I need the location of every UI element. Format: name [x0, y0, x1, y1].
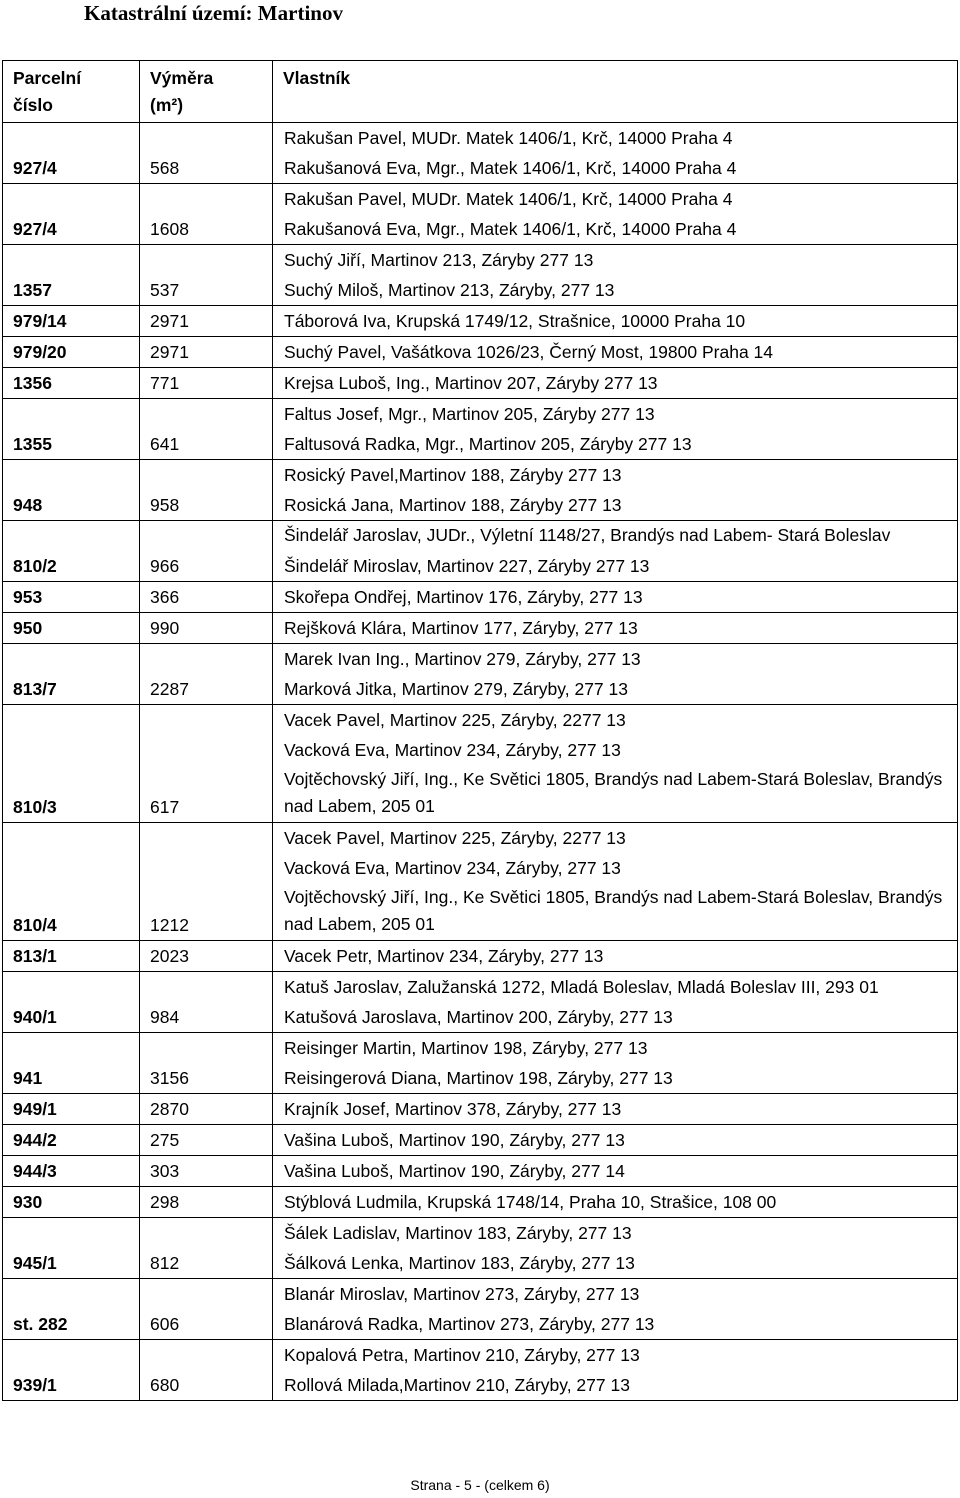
header-parcel-number: Parcelní číslo — [3, 61, 140, 123]
owner-entry: Kopalová Petra, Martinov 210, Záryby, 277 13 — [284, 1345, 640, 1365]
parcel-number-cell: 945/1 — [3, 1218, 140, 1279]
owner-entry: Skořepa Ondřej, Martinov 176, Záryby, 277 13 — [284, 587, 643, 607]
parcel-number-cell: 944/3 — [3, 1156, 140, 1187]
area-cell: 641 — [140, 399, 273, 460]
table-row — [3, 1094, 958, 1125]
parcel-number-cell: 810/3 — [3, 705, 140, 823]
header-area: Výměra (m²) — [140, 61, 273, 123]
table-row — [3, 184, 958, 245]
owners-cell — [273, 521, 958, 582]
owner-entry: Vašina Luboš, Martinov 190, Záryby, 277 14 — [284, 1161, 625, 1181]
owner-entry: Vacková Eva, Martinov 234, Záryby, 277 13 — [284, 858, 621, 878]
area-cell: 568 — [140, 123, 273, 184]
area-cell: 275 — [140, 1125, 273, 1156]
parcel-number-cell: 1357 — [3, 245, 140, 306]
owner-entry: Rejšková Klára, Martinov 177, Záryby, 277 13 — [284, 618, 638, 638]
owner-entry: Vacek Petr, Martinov 234, Záryby, 277 13 — [284, 946, 604, 966]
area-cell: 537 — [140, 245, 273, 306]
parcel-number-cell: 949/1 — [3, 1094, 140, 1125]
parcel-number-cell: 940/1 — [3, 972, 140, 1033]
owner-entry: Stýblová Ludmila, Krupská 1748/14, Praha 10, Strašice, 108 00 — [284, 1192, 777, 1212]
owner-entry: Vojtěchovský Jiří, Ing., Ke Světici 1805, Brandýs nad Labem-Stará Boleslav, Brandýs nad Labem, 205 01 — [284, 887, 943, 934]
owner-entry: Rakušanová Eva, Mgr., Matek 1406/1, Krč, 14000 Praha 4 — [284, 158, 737, 178]
owners-cell — [273, 399, 958, 460]
area-cell: 812 — [140, 1218, 273, 1279]
owners-cell — [273, 972, 958, 1033]
owner-entry: Šindelář Jaroslav, JUDr., Výletní 1148/27, Brandýs nad Labem- Stará Boleslav — [284, 525, 891, 545]
owners-cell — [273, 337, 958, 368]
owner-entry: Vacek Pavel, Martinov 225, Záryby, 2277 13 — [284, 710, 626, 730]
owners-cell — [273, 460, 958, 521]
area-cell: 2287 — [140, 644, 273, 705]
area-cell: 1212 — [140, 823, 273, 941]
area-cell: 2023 — [140, 941, 273, 972]
area-cell: 366 — [140, 582, 273, 613]
area-cell: 2971 — [140, 337, 273, 368]
area-cell: 680 — [140, 1340, 273, 1401]
owner-entry: Vašina Luboš, Martinov 190, Záryby, 277 13 — [284, 1130, 625, 1150]
parcel-number-cell: 939/1 — [3, 1340, 140, 1401]
owner-entry: Blanár Miroslav, Martinov 273, Záryby, 277 13 — [284, 1284, 640, 1304]
owner-entry: Rollová Milada,Martinov 210, Záryby, 277 13 — [284, 1375, 630, 1395]
owners-cell — [273, 1340, 958, 1401]
parcel-number-cell: 944/2 — [3, 1125, 140, 1156]
owners-cell — [273, 1218, 958, 1279]
owner-entry: Vacek Pavel, Martinov 225, Záryby, 2277 13 — [284, 828, 626, 848]
table-row — [3, 1218, 958, 1279]
table-row — [3, 705, 958, 823]
table-row — [3, 941, 958, 972]
table-row — [3, 644, 958, 705]
table-row — [3, 306, 958, 337]
parcel-number-cell: 1355 — [3, 399, 140, 460]
table-row — [3, 1033, 958, 1094]
table-row — [3, 1156, 958, 1187]
owners-cell — [273, 1094, 958, 1125]
parcel-number-cell: 953 — [3, 582, 140, 613]
area-cell: 3156 — [140, 1033, 273, 1094]
owner-entry: Krejsa Luboš, Ing., Martinov 207, Záryby 277 13 — [284, 373, 658, 393]
area-cell: 606 — [140, 1279, 273, 1340]
table-row — [3, 1279, 958, 1340]
owner-entry: Suchý Pavel, Vašátkova 1026/23, Černý Most, 19800 Praha 14 — [284, 342, 774, 362]
area-cell: 771 — [140, 368, 273, 399]
parcel-number-cell: 927/4 — [3, 184, 140, 245]
owner-entry: Rosický Pavel,Martinov 188, Záryby 277 13 — [284, 465, 622, 485]
area-cell: 303 — [140, 1156, 273, 1187]
table-row — [3, 972, 958, 1033]
area-cell: 2971 — [140, 306, 273, 337]
area-cell: 990 — [140, 613, 273, 644]
area-cell: 1608 — [140, 184, 273, 245]
owners-cell — [273, 1125, 958, 1156]
owners-cell — [273, 184, 958, 245]
table-row — [3, 123, 958, 184]
table-row — [3, 1187, 958, 1218]
owner-entry: Šindelář Miroslav, Martinov 227, Záryby 277 13 — [284, 556, 650, 576]
owners-cell — [273, 306, 958, 337]
owner-entry: Faltus Josef, Mgr., Martinov 205, Záryby 277 13 — [284, 404, 655, 424]
header-owner: Vlastník — [273, 61, 958, 123]
page-title: Katastrální území: Martinov — [84, 1, 343, 25]
owner-entry: Marková Jitka, Martinov 279, Záryby, 277 13 — [284, 679, 628, 699]
table-row — [3, 368, 958, 399]
owners-cell — [273, 245, 958, 306]
owner-entry: Krajník Josef, Martinov 378, Záryby, 277 13 — [284, 1099, 622, 1119]
page-footer: Strana - 5 - (celkem 6) — [410, 1477, 550, 1493]
area-cell: 984 — [140, 972, 273, 1033]
owners-cell — [273, 1279, 958, 1340]
owners-cell — [273, 613, 958, 644]
table-row — [3, 1340, 958, 1401]
table-row — [3, 460, 958, 521]
parcel-number-cell: 813/1 — [3, 941, 140, 972]
table-header-row — [3, 61, 958, 123]
owner-entry: Vojtěchovský Jiří, Ing., Ke Světici 1805, Brandýs nad Labem-Stará Boleslav, Brandýs nad Labem, 205 01 — [284, 769, 943, 816]
owners-cell — [273, 941, 958, 972]
parcel-number-cell: 948 — [3, 460, 140, 521]
area-cell: 958 — [140, 460, 273, 521]
parcel-number-cell: 950 — [3, 613, 140, 644]
parcel-number-cell: 810/2 — [3, 521, 140, 582]
table-row — [3, 337, 958, 368]
parcel-number-cell: st. 282 — [3, 1279, 140, 1340]
owners-cell — [273, 123, 958, 184]
owners-cell — [273, 1187, 958, 1218]
table-row — [3, 521, 958, 582]
parcel-number-cell: 941 — [3, 1033, 140, 1094]
parcel-number-cell: 930 — [3, 1187, 140, 1218]
owners-cell — [273, 1156, 958, 1187]
owner-entry: Faltusová Radka, Mgr., Martinov 205, Záryby 277 13 — [284, 434, 692, 454]
owners-cell — [273, 1033, 958, 1094]
area-cell: 2870 — [140, 1094, 273, 1125]
parcel-table — [2, 60, 958, 1401]
area-cell: 617 — [140, 705, 273, 823]
owner-entry: Rakušanová Eva, Mgr., Matek 1406/1, Krč, 14000 Praha 4 — [284, 219, 737, 239]
owner-entry: Reisinger Martin, Martinov 198, Záryby, 277 13 — [284, 1038, 648, 1058]
owners-cell — [273, 823, 958, 941]
owner-entry: Rakušan Pavel, MUDr. Matek 1406/1, Krč, 14000 Praha 4 — [284, 189, 733, 209]
table-body — [3, 123, 958, 1401]
parcel-number-cell: 813/7 — [3, 644, 140, 705]
parcel-number-cell: 810/4 — [3, 823, 140, 941]
owner-entry: Katušová Jaroslava, Martinov 200, Záryby, 277 13 — [284, 1007, 673, 1027]
owner-entry: Šálek Ladislav, Martinov 183, Záryby, 277 13 — [284, 1223, 632, 1243]
area-cell: 298 — [140, 1187, 273, 1218]
owners-cell — [273, 368, 958, 399]
owner-entry: Suchý Miloš, Martinov 213, Záryby, 277 13 — [284, 280, 615, 300]
area-cell: 966 — [140, 521, 273, 582]
owners-cell — [273, 582, 958, 613]
owner-entry: Katuš Jaroslav, Zalužanská 1272, Mladá Boleslav, Mladá Boleslav III, 293 01 — [284, 977, 879, 997]
owner-entry: Rakušan Pavel, MUDr. Matek 1406/1, Krč, 14000 Praha 4 — [284, 128, 733, 148]
table-row — [3, 399, 958, 460]
owner-entry: Vacková Eva, Martinov 234, Záryby, 277 13 — [284, 740, 621, 760]
table-row — [3, 582, 958, 613]
parcel-number-cell: 979/14 — [3, 306, 140, 337]
owner-entry: Blanárová Radka, Martinov 273, Záryby, 277 13 — [284, 1314, 655, 1334]
table-row — [3, 823, 958, 941]
parcel-number-cell: 1356 — [3, 368, 140, 399]
table-row — [3, 245, 958, 306]
owner-entry: Šálková Lenka, Martinov 183, Záryby, 277 13 — [284, 1253, 635, 1273]
table-row — [3, 1125, 958, 1156]
owner-entry: Rosická Jana, Martinov 188, Záryby 277 13 — [284, 495, 622, 515]
parcel-number-cell: 979/20 — [3, 337, 140, 368]
owner-entry: Reisingerová Diana, Martinov 198, Záryby, 277 13 — [284, 1068, 673, 1088]
owners-cell — [273, 705, 958, 823]
parcel-number-cell: 927/4 — [3, 123, 140, 184]
owner-entry: Suchý Jiří, Martinov 213, Záryby 277 13 — [284, 250, 594, 270]
owner-entry: Táborová Iva, Krupská 1749/12, Strašnice, 10000 Praha 10 — [284, 311, 746, 331]
table-row — [3, 613, 958, 644]
owner-entry: Marek Ivan Ing., Martinov 279, Záryby, 277 13 — [284, 649, 641, 669]
owners-cell — [273, 644, 958, 705]
